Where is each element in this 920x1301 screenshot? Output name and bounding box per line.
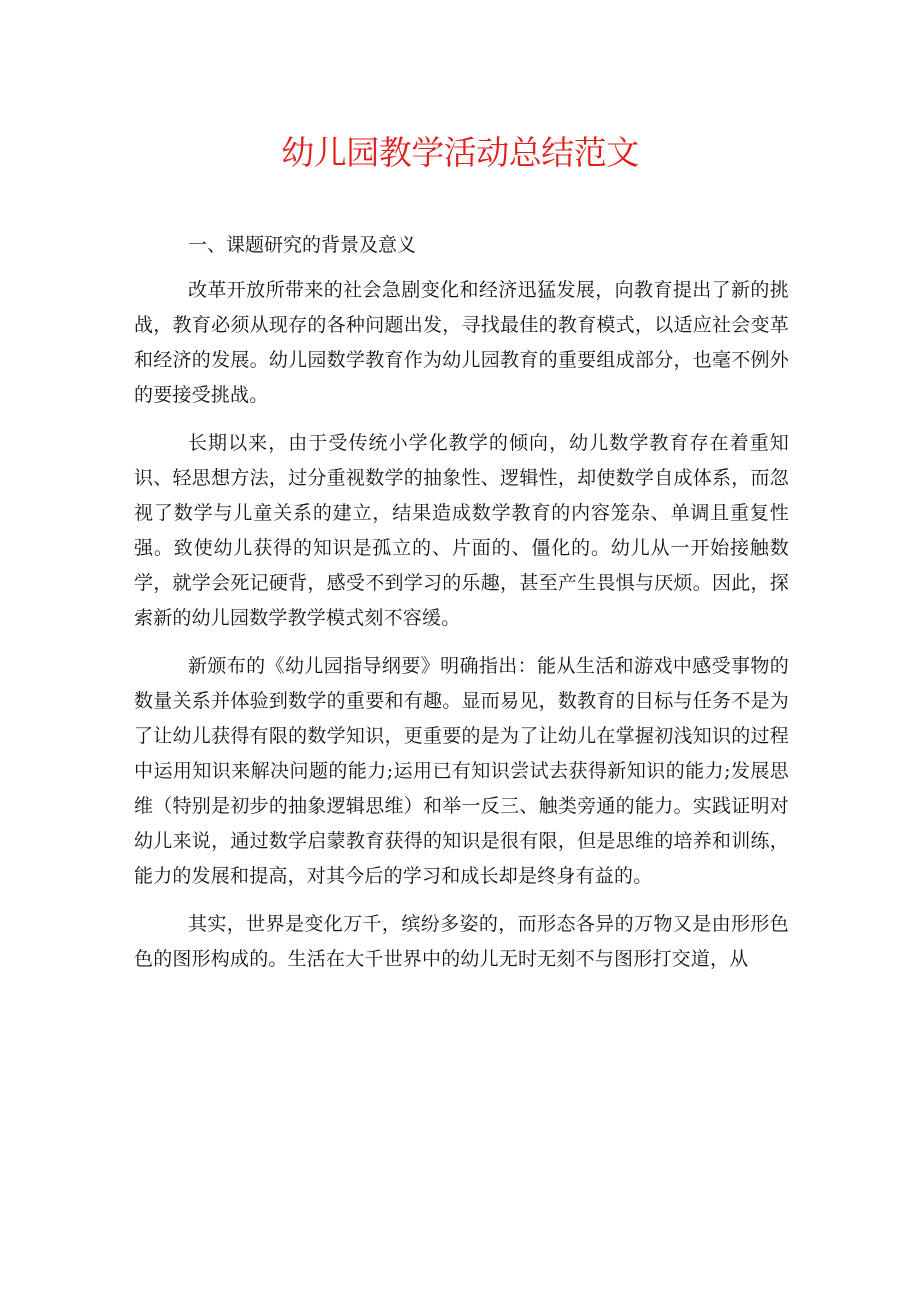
paragraph-1: 改革开放所带来的社会急剧变化和经济迅猛发展，向教育提出了新的挑战，教育必须从现存的各种问题出发，寻找最佳的教育模式，以适应社会变革和经济的发展。幼儿园数学教育作为幼儿园教育的重要组成部分，也毫不例外的要接受挑战。 [134, 279, 789, 406]
section-heading: 一、课题研究的背景及意义 [188, 234, 417, 256]
document-body [134, 228, 789, 990]
document-title: 幼儿园教学活动总结范文 [281, 133, 639, 172]
paragraph-3: 新颁布的《幼儿园指导纲要》明确指出：能从生活和游戏中感受事物的数量关系并体验到数学的重要和有趣。显而易见，数教育的目标与任务不是为了让幼儿获得有限的数学知识，更重要的是为了让幼儿在掌握初浅知识的过程中运用知识来解决问题的能力;运用已有知识尝试去获得新知识的能力;发展思维（特别是初步的抽象逻辑思维）和举一反三、触类旁通的能力。实践证明对幼儿来说，通过数学启蒙教育获得的知识是很有限，但是思维的培养和训练，能力的发展和提高，对其今后的学习和成长却是终身有益的。 [134, 655, 789, 887]
paragraph-2: 长期以来，由于受传统小学化教学的倾向，幼儿数学教育存在着重知识、轻思想方法，过分重视数学的抽象性、逻辑性，却使数学自成体系，而忽视了数学与儿童关系的建立，结果造成数学教育的内容笼杂、单调且重复性强。致使幼儿获得的知识是孤立的、片面的、僵化的。幼儿从一开始接触数学，就学会死记硬背，感受不到学习的乐趣，甚至产生畏惧与厌烦。因此，探索新的幼儿园数学教学模式刻不容缓。 [134, 432, 789, 629]
paragraph-4: 其实，世界是变化万千，缤纷多姿的，而形态各异的万物又是由形形色色的图形构成的。生活在大千世界中的幼儿无时无刻不与图形打交道，从 [134, 913, 789, 970]
